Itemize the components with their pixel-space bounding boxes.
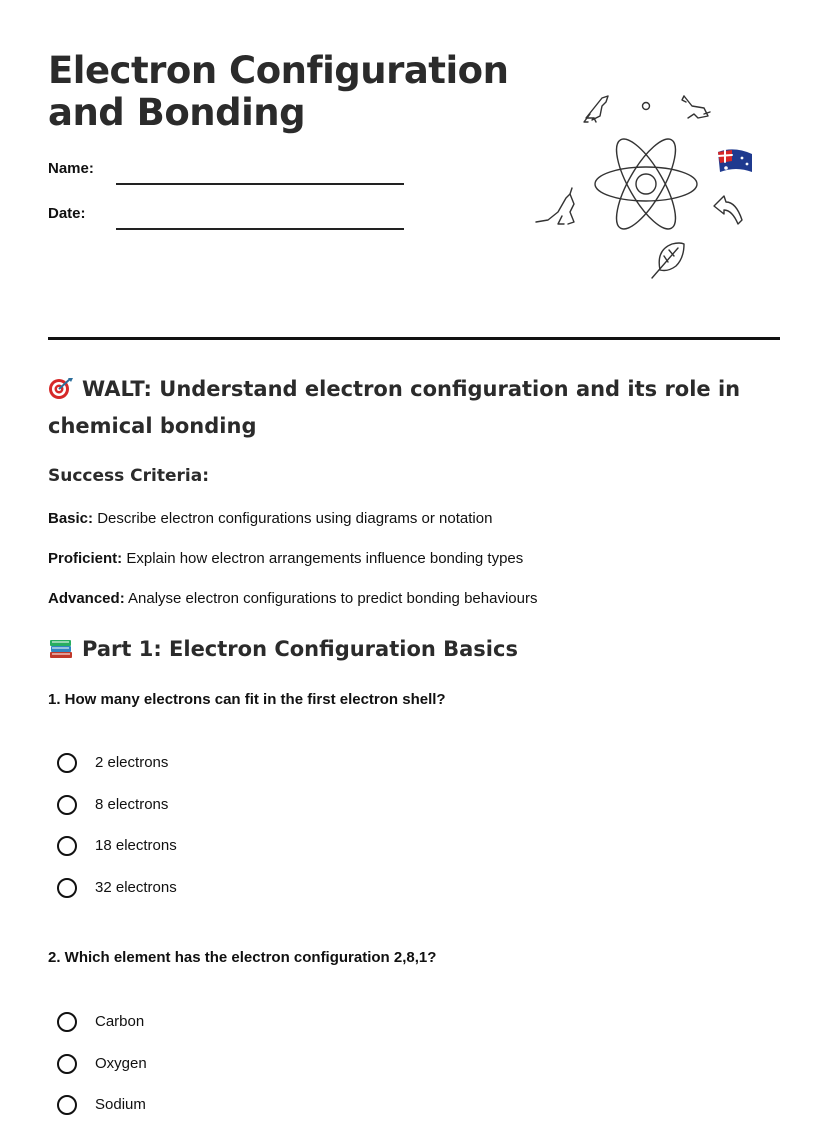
part1-title: Part 1: Electron Configuration Basics — [82, 637, 518, 661]
q1-option-3[interactable] — [57, 836, 357, 862]
option-label: Oxygen — [95, 1055, 147, 1072]
books-icon — [48, 636, 74, 660]
walt-heading — [48, 371, 748, 445]
option-label: 18 electrons — [95, 837, 177, 854]
question-2: 2. Which element has the electron configuration 2,8,1? — [48, 949, 437, 966]
success-criteria-heading: Success Criteria: — [48, 466, 210, 486]
criterion-text: Explain how electron arrangements influence bonding types — [122, 550, 524, 567]
radio-button[interactable] — [57, 795, 77, 815]
kangaroo-icon — [584, 96, 608, 122]
criterion-level: Proficient: — [48, 550, 123, 567]
option-label: Carbon — [95, 1013, 145, 1030]
radio-button[interactable] — [57, 836, 77, 856]
target-icon — [48, 376, 74, 400]
header-illustration — [528, 84, 760, 284]
radio-button[interactable] — [57, 1054, 77, 1074]
criterion-basic — [48, 510, 492, 527]
q2-option-3[interactable] — [57, 1095, 357, 1121]
atom-icon — [595, 131, 697, 236]
q1-option-4[interactable] — [57, 878, 357, 904]
option-label: 2 electrons — [95, 754, 169, 771]
boomerang-icon — [714, 196, 742, 224]
part1-heading — [48, 636, 518, 661]
date-field[interactable] — [48, 197, 408, 227]
name-line[interactable] — [116, 183, 404, 185]
title-line-1: Electron Configuration — [48, 49, 509, 92]
question-1: 1. How many electrons can fit in the first electron shell? — [48, 691, 446, 708]
criterion-text: Analyse electron configurations to predict bonding behaviours — [124, 590, 538, 607]
australian-flag-icon — [718, 149, 752, 172]
leaf-icon — [652, 243, 684, 278]
kangaroo-icon — [536, 188, 574, 224]
q2-option-2[interactable] — [57, 1054, 357, 1080]
q1-option-1[interactable] — [57, 753, 357, 779]
criterion-advanced — [48, 590, 537, 607]
criterion-level: Advanced: — [48, 590, 125, 607]
q2-option-1[interactable] — [57, 1012, 357, 1038]
name-field[interactable] — [48, 152, 408, 182]
header-divider — [48, 337, 780, 340]
radio-button[interactable] — [57, 1012, 77, 1032]
title-line-2: and Bonding — [48, 91, 306, 134]
date-label: Date: — [48, 205, 86, 222]
criterion-text: Describe electron configurations using diagrams or notation — [93, 510, 493, 527]
radio-button[interactable] — [57, 878, 77, 898]
kangaroo-icon — [682, 96, 710, 118]
walt-text: WALT: Understand electron configuration and its role in chemical bonding — [48, 377, 741, 438]
option-label: Sodium — [95, 1096, 146, 1113]
radio-button[interactable] — [57, 753, 77, 773]
circle-icon — [643, 103, 650, 110]
criterion-proficient — [48, 550, 523, 567]
name-label: Name: — [48, 160, 94, 177]
date-line[interactable] — [116, 228, 404, 230]
criterion-level: Basic: — [48, 510, 94, 527]
page-title — [48, 50, 508, 134]
option-label: 8 electrons — [95, 796, 169, 813]
radio-button[interactable] — [57, 1095, 77, 1115]
q1-option-2[interactable] — [57, 795, 357, 821]
option-label: 32 electrons — [95, 879, 177, 896]
